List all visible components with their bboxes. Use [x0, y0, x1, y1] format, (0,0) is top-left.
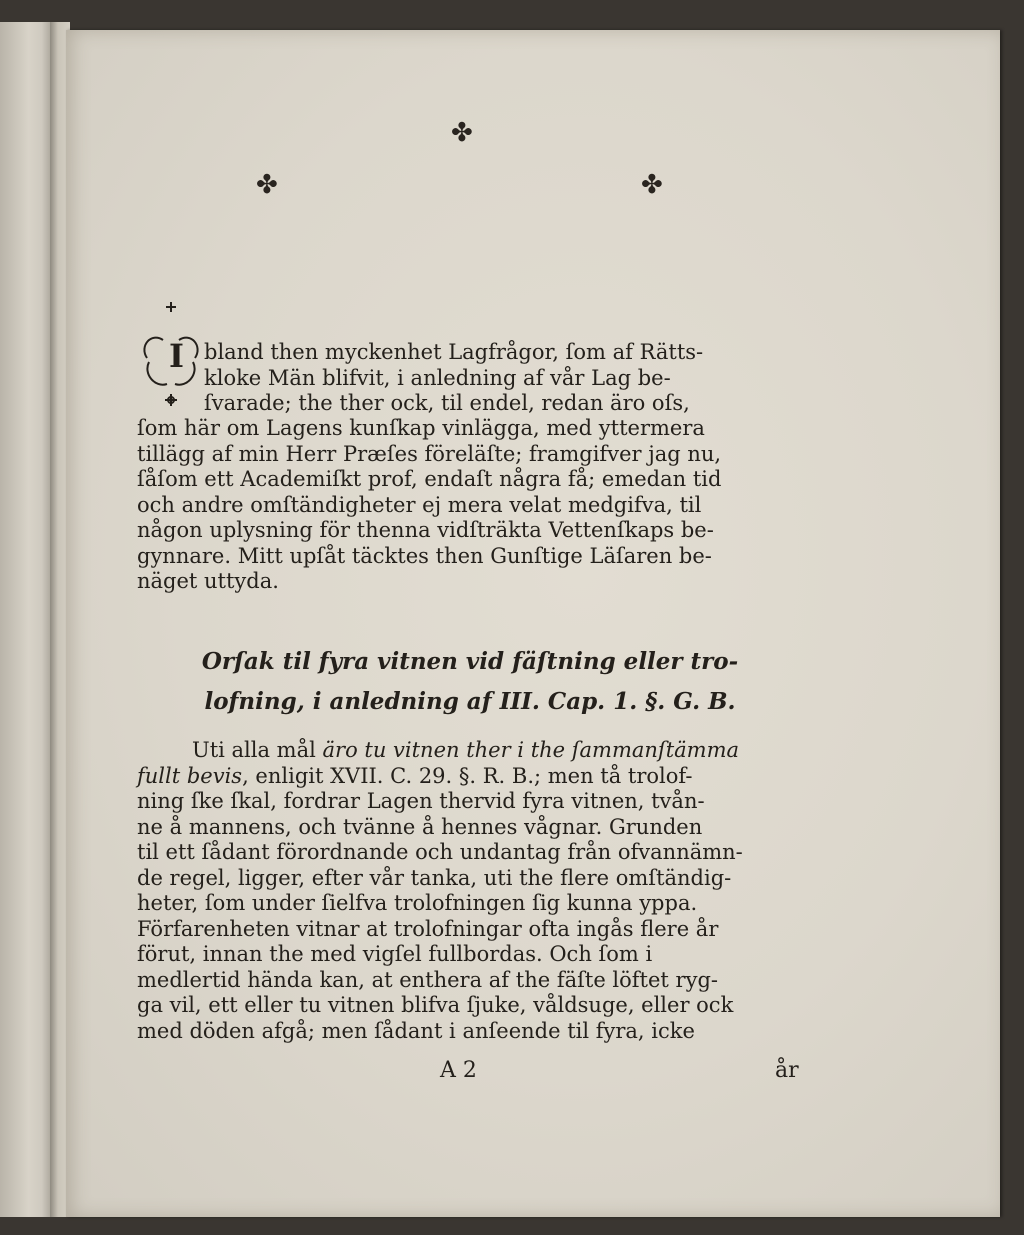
section-heading-line-2: lofning, i anledning af III. Cap. 1. §. G. B. [204, 688, 736, 715]
body-line: Förfarenheten vitnar at trolofningar ofta ingås flere år [137, 916, 719, 941]
ornament-top-icon: ✤ [451, 118, 473, 148]
section-heading-line-1: Orſak til fyra vitnen vid fäſtning eller tro- [201, 648, 739, 675]
body-line: til ett ſådant förordnande och undantag från ofvannämn- [137, 840, 743, 864]
body-line-1-start: Uti alla mål [192, 738, 323, 762]
body-line-2 [137, 764, 802, 790]
body-line: ning ſke ſkal, fordrar Lagen thervid fyra vitnen, tvån- [137, 789, 705, 813]
body-line: heter, ſom under ſielfva trolofningen ſig kunna yppa. [137, 891, 698, 915]
body-line: de regel, ligger, efter vår tanka, uti the flere omſtändig- [137, 865, 732, 890]
body-paragraph [137, 738, 802, 1044]
intro-paragraph-top [204, 340, 794, 417]
intro-line: bland then myckenhet Lagfrågor, ſom af Rätts- [204, 340, 704, 364]
intro-line: och andre omſtändigheter ej mera velat medgifva, til [137, 492, 702, 517]
intro-line: ſåſom ett Academiſkt prof, endaſt några få; emedan tid [137, 467, 722, 491]
body-line: förut, innan the med vigſel fullbordas. Och ſom i [137, 942, 653, 966]
intro-line: någon uplysning för thenna vidſträkta Vettenſkaps be- [137, 518, 714, 542]
ornament-left-icon: ✤ [256, 170, 278, 200]
body-line-1 [137, 738, 802, 764]
intro-line: kloke Män blifvit, i anledning af vår Lag be- [204, 365, 671, 390]
body-line-1-italic: äro tu vitnen ther i the ſammanſtämma [322, 738, 740, 762]
catchword: år [775, 1058, 799, 1083]
body-line: medlertid hända kan, at enthera af the fäſte löftet ryg- [137, 967, 718, 992]
signature-mark: A 2 [440, 1058, 477, 1083]
body-line: ne å mannens, och tvänne å hennes vågnar. Grunden [137, 814, 703, 839]
intro-line: näget uttyda. [137, 569, 279, 593]
body-line-2-rest: , enligit XVII. C. 29. §. R. B.; men tå trolof- [242, 763, 693, 788]
body-line: med döden afgå; men ſådant i anſeende til fyra, icke [137, 1018, 695, 1043]
intro-line: tillägg af min Herr Præſes föreläſte; framgifver jag nu, [137, 441, 722, 466]
dropcap-letter: I [169, 337, 184, 375]
decorated-initial [137, 296, 205, 416]
intro-line: gynnare. Mitt upſåt täcktes then Gunſtige Läſaren be- [137, 543, 712, 568]
intro-line: ſvarade; the ther ock, til endel, redan äro oſs, [204, 391, 690, 415]
ornament-right-icon: ✤ [641, 170, 663, 200]
intro-paragraph [137, 416, 797, 595]
left-page-edge [0, 22, 52, 1217]
body-line-2-italic: fullt bevis [137, 763, 243, 788]
body-line: ga vil, ett eller tu vitnen blifva ſjuke, våldsuge, eller ock [137, 993, 734, 1017]
intro-line: ſom här om Lagens kunſkap vinlägga, med yttermera [137, 416, 705, 440]
